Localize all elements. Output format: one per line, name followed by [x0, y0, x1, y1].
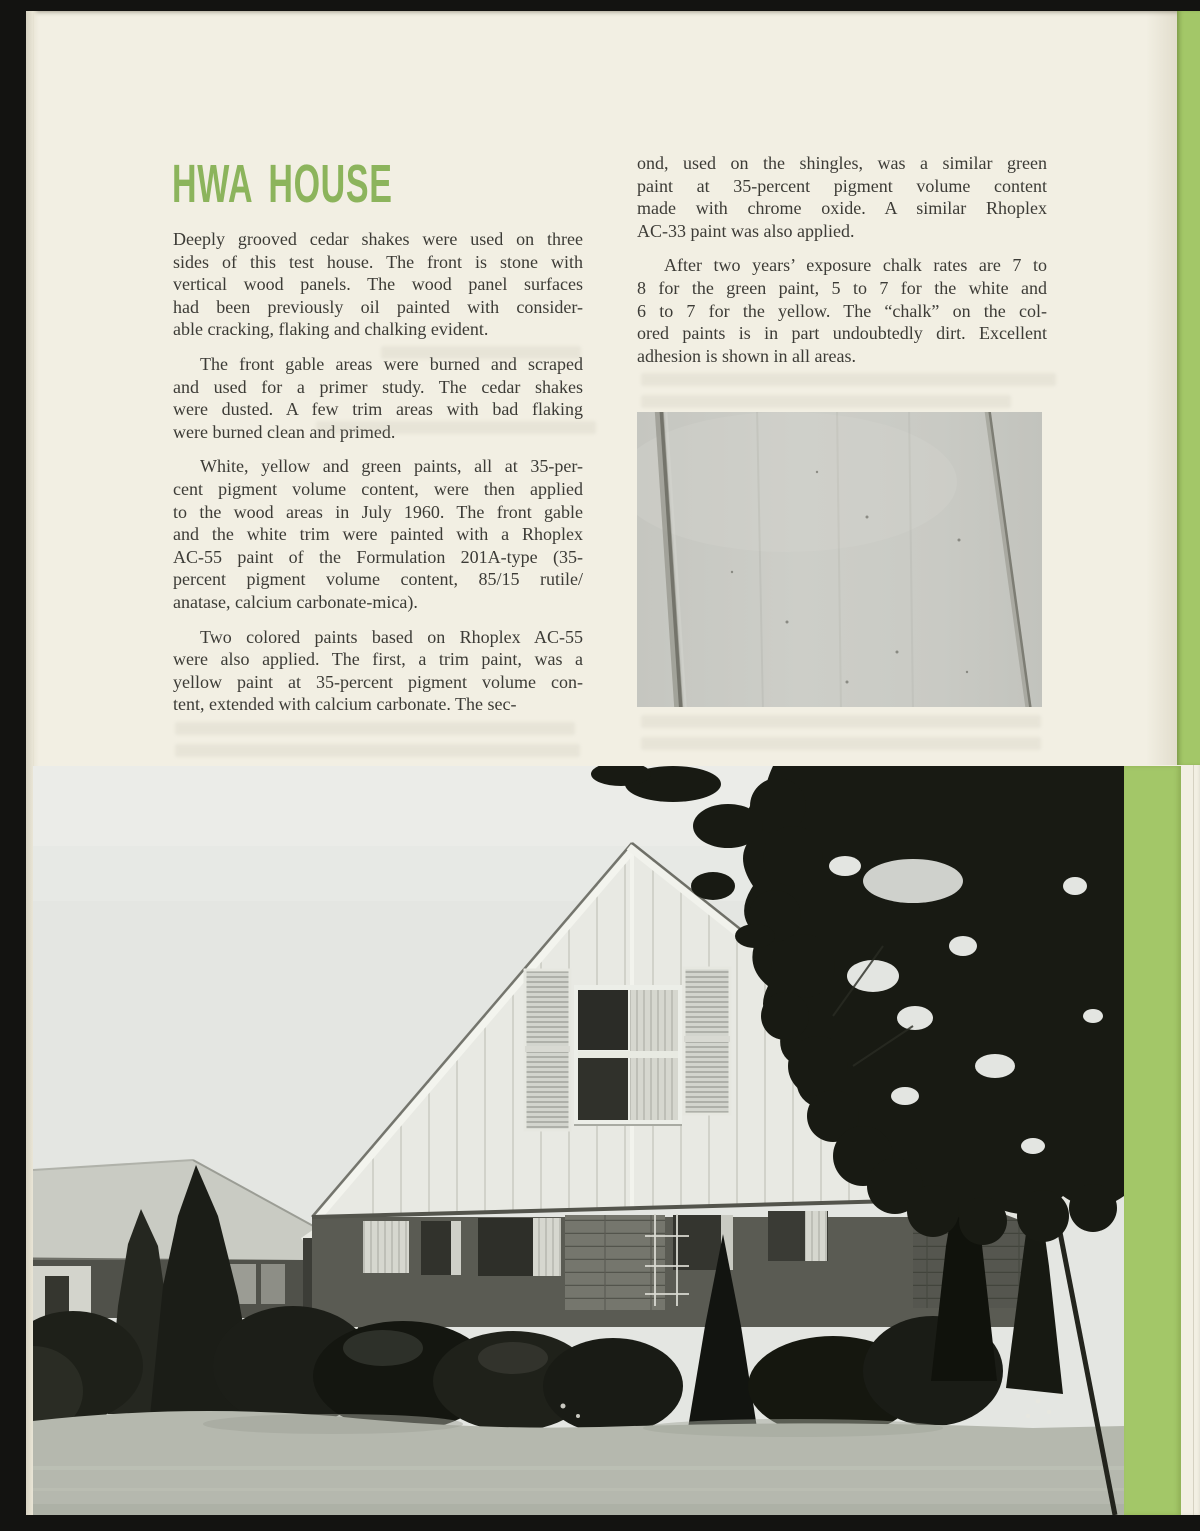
- showthrough-mark: [381, 346, 581, 359]
- page-curve-shadow: [1146, 11, 1177, 765]
- paragraph: [173, 455, 583, 613]
- paragraph: [637, 152, 1047, 242]
- paragraph: [637, 254, 1047, 367]
- next-page-edge-line: [1193, 765, 1194, 1515]
- text-line: were also applied. The first, a trim paint, was a: [173, 649, 583, 670]
- text-line: 6 to 7 for the yellow. The “chalk” on the col-: [637, 300, 1047, 321]
- paragraph: [173, 626, 583, 716]
- text-line: cent pigment volume content, were then applied: [173, 478, 583, 499]
- text-line: yellow paint at 35-percent pigment volume con-: [173, 671, 583, 692]
- text-line: AC-55 paint of the Formulation 201A-type (35-: [173, 546, 583, 567]
- text-line: 8 for the green paint, 5 to 7 for the white and: [637, 277, 1047, 298]
- showthrough-mark: [641, 395, 1011, 408]
- text-line: able cracking, flaking and chalking evident.: [173, 319, 489, 340]
- house-photo: [33, 766, 1124, 1515]
- showthrough-mark: [641, 373, 1056, 386]
- text-line: Two colored paints based on Rhoplex AC-55: [200, 626, 583, 647]
- green-accent-band: [1124, 766, 1181, 1515]
- paragraph: [173, 228, 583, 341]
- text-line: White, yellow and green paints, all at 35-per-: [200, 456, 583, 477]
- text-line: ond, used on the shingles, was a similar green: [637, 153, 1047, 173]
- showthrough-mark: [641, 715, 1041, 728]
- text-line: vertical wood panels. The wood panel surfaces: [173, 274, 583, 295]
- text-line: were dusted. A few trim areas with bad flaking: [173, 399, 583, 420]
- left-column: [173, 228, 583, 728]
- text-line: made with chrome oxide. A similar Rhoplex: [637, 198, 1047, 219]
- text-line: paint at 35-percent pigment volume content: [637, 175, 1047, 196]
- showthrough-mark: [316, 421, 596, 434]
- text-line: had been previously oil painted with consider-: [173, 296, 583, 317]
- green-page-edge: [1177, 11, 1200, 765]
- text-line: were burned clean and primed.: [173, 421, 396, 442]
- text-line: sides of this test house. The front is stone with: [173, 251, 583, 272]
- page-title: HWA HOUSE: [172, 154, 393, 214]
- text-line: The front gable areas were burned and scraped: [200, 353, 583, 374]
- text-line: ored paints is in part undoubtedly dirt. Excellent: [637, 323, 1047, 344]
- text-line: percent pigment volume content, 85/15 rutile/: [173, 569, 583, 590]
- right-column: [637, 152, 1047, 379]
- text-line: to the wood areas in July 1960. The front gable: [173, 501, 583, 522]
- showthrough-mark: [175, 744, 580, 757]
- text-line: tent, extended with calcium carbonate. The sec-: [173, 694, 517, 715]
- showthrough-mark: [175, 722, 575, 735]
- text-line: After two years’ exposure chalk rates are 7 to: [664, 255, 1047, 276]
- text-line: and the white trim were painted with a Rhoplex: [173, 524, 583, 545]
- text-line: Deeply grooved cedar shakes were used on three: [173, 229, 583, 249]
- text-line: anatase, calcium carbonate-mica).: [173, 591, 418, 612]
- text-line: AC-33 paint was also applied.: [637, 220, 855, 241]
- text-line: and used for a primer study. The cedar shakes: [173, 376, 583, 397]
- panel-detail-photo: [637, 412, 1042, 707]
- showthrough-mark: [641, 737, 1041, 750]
- page: [26, 11, 1200, 1515]
- text-line: adhesion is shown in all areas.: [637, 345, 856, 366]
